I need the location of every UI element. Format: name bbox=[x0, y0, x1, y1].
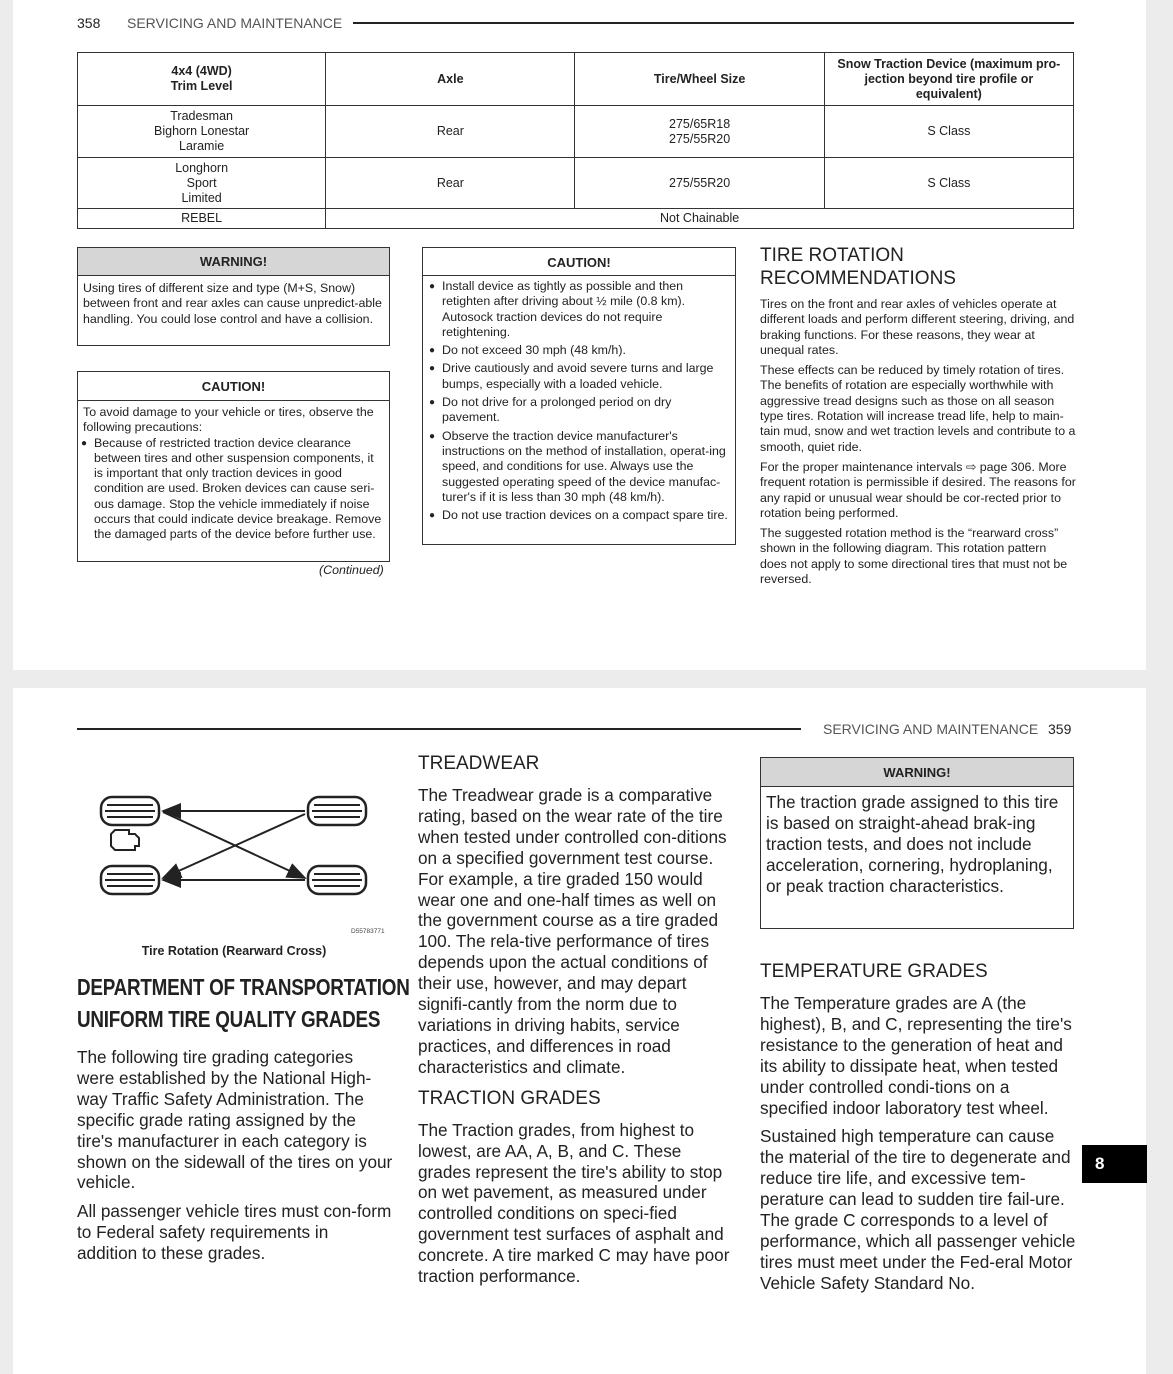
temperature-heading: TEMPERATURE GRADES bbox=[760, 961, 988, 982]
page-number: 358 bbox=[77, 15, 101, 31]
caution-item: ● Do not exceed 30 mph (48 km/h). bbox=[427, 343, 731, 358]
header-rule bbox=[77, 728, 801, 730]
dot-heading-line2: UNIFORM TIRE QUALITY GRADES bbox=[77, 1006, 381, 1032]
engine-icon bbox=[111, 830, 139, 850]
diagram-caption: Tire Rotation (Rearward Cross) bbox=[141, 944, 327, 958]
caution-intro: To avoid damage to your vehicle or tires, observe the following precautions: bbox=[83, 405, 374, 435]
paragraph: All passenger vehicle tires must con-form to Federal safety requirements in addition to these grades. bbox=[77, 1201, 392, 1264]
warning-text: Using tires of different size and type (M+S, Snow) between front and rear axles can cause unpredict-able handling. You could lose control and have a collision. bbox=[83, 281, 382, 326]
section-title: SERVICING AND MAINTENANCE bbox=[823, 721, 1039, 737]
diagram-code: D55783771 bbox=[351, 928, 385, 935]
caution-title: CAUTION! bbox=[78, 372, 389, 401]
warning-text: The traction grade assigned to this tire is based on straight-ahead brak-ing traction tests, and does not include acceleration, cornering, hydroplaning, or peak traction characteristics. bbox=[766, 792, 1059, 896]
tire-icon bbox=[101, 797, 159, 825]
caution-item: ● Because of restricted traction device clearance between tires and other suspension components, it is important that only traction devices in good condition are used. Broken devices can cause seri-ous damage. Stop the vehicle immediately if noise occurs that could indicate device breakage. Remove the damaged parts of the device before further use. bbox=[79, 436, 385, 543]
page-358 bbox=[13, 0, 1146, 670]
treadwear-text: The Treadwear grade is a comparative rating, based on the wear rate of the tire when tested under controlled con-ditions on a specified government test course. For example, a tire graded 150 would wear one and one-half times as well on the government course as a tire graded 100. The rela-tive performance of tires depends upon the actual conditions of their use, however, and may depart signifi-cantly from the norm due to variations in driving habits, service practices, and differences in road characteristics and climate. bbox=[418, 785, 727, 1077]
tire-icon bbox=[101, 866, 159, 894]
table-cell: Rear bbox=[326, 106, 575, 158]
tire-rotation-section bbox=[760, 244, 1076, 592]
table-cell: S Class bbox=[824, 106, 1073, 158]
paragraph: These effects can be reduced by timely rotation of tires. The benefits of rotation are especially worthwhile with aggressive tread designs such as those on all season type tires. Rotation will increase tread life, help to main-tain mud, snow and wet traction levels and contribute to a smooth, quiet ride. bbox=[760, 363, 1076, 454]
table-row bbox=[78, 106, 1074, 158]
table-cell: Rear bbox=[326, 158, 575, 209]
caution-box-traction bbox=[422, 247, 736, 545]
section-heading: TIRE ROTATION RECOMMENDATIONS bbox=[760, 245, 956, 289]
table-row bbox=[78, 158, 1074, 209]
warning-title: WARNING! bbox=[78, 248, 389, 276]
header-rule bbox=[353, 22, 1074, 24]
traction-heading: TRACTION GRADES bbox=[418, 1087, 601, 1109]
tire-icon bbox=[308, 797, 366, 825]
chapter-tab[interactable]: 8 bbox=[1082, 1145, 1147, 1183]
caution-box bbox=[77, 371, 390, 562]
rotation-arrows bbox=[163, 811, 305, 880]
traction-text: The Traction grades, from highest to lowest, are AA, A, B, and C. These grades represent the tire's ability to stop on wet pavement, as measured under controlled conditions on speci-fied government test surfaces of asphalt and concrete. A tire marked C may have poor traction performance. bbox=[418, 1119, 730, 1287]
treadwear-heading: TREADWEAR bbox=[418, 753, 540, 774]
warning-title: WARNING! bbox=[761, 758, 1073, 787]
table-cell: Longhorn Sport Limited bbox=[78, 158, 326, 209]
table-header: Axle bbox=[326, 53, 575, 106]
table-cell: REBEL bbox=[78, 209, 326, 229]
page-reference-arrow-icon: ⇨ bbox=[965, 459, 977, 474]
caution-item: ● Do not use traction devices on a compact spare tire. bbox=[427, 508, 731, 523]
table-header: 4x4 (4WD) Trim Level bbox=[78, 53, 326, 106]
section-title: SERVICING AND MAINTENANCE bbox=[127, 15, 343, 31]
table-row bbox=[78, 209, 1074, 229]
caution-item: ● Drive cautiously and avoid severe turns and large bumps, especially with a loaded vehicle. bbox=[427, 361, 731, 392]
tire-rotation-diagram bbox=[95, 792, 395, 902]
caution-item: ● Install device as tightly as possible and then retighten after driving about ½ mile (0.8 km). Autosock traction devices do not require retightening. bbox=[427, 279, 731, 340]
dot-section bbox=[77, 971, 410, 1264]
paragraph: The following tire grading categories were established by the National High-way Traffic Safety Administration. The specific grade rating assigned by the tire's manufacturer in each category is shown on the sidewall of the tires on your vehicle. bbox=[77, 1047, 393, 1193]
traction-device-table bbox=[77, 52, 1074, 229]
continued-label: (Continued) bbox=[319, 563, 384, 577]
paragraph: The suggested rotation method is the “rearward cross” shown in the following diagram. This rotation pattern does not apply to some directional tires that must not be reversed. bbox=[760, 526, 1068, 587]
warning-box bbox=[77, 247, 390, 346]
caution-item: ● Observe the traction device manufacturer's instructions on the method of installation, operat-ing speed, and conditions for use. Always use the suggested operating speed of the device manufac-turer's if it is less than 30 mph (48 km/h). bbox=[427, 429, 731, 505]
dot-heading-line1: DEPARTMENT OF TRANSPORTATION bbox=[77, 974, 410, 1000]
page-359 bbox=[13, 688, 1146, 1374]
table-header: Snow Traction Device (maximum pro- jection beyond tire profile or equivalent) bbox=[824, 53, 1073, 106]
table-cell: Not Chainable bbox=[326, 209, 1074, 229]
table-header-row bbox=[78, 53, 1074, 106]
paragraph: Tires on the front and rear axles of vehicles operate at different loads and perform different steering, driving, and braking functions. For these reasons, they wear at unequal rates. bbox=[760, 297, 1075, 357]
table-cell: 275/55R20 bbox=[575, 158, 824, 209]
caution-item: ● Do not drive for a prolonged period on dry pavement. bbox=[427, 395, 731, 426]
paragraph: Sustained high temperature can cause the material of the tire to degenerate and reduce tire life, and excessive tem-perature can lead to sudden tire fail-ure. The grade C corresponds to a level of performance, which all passenger vehicle tires must meet under the Fed-eral Motor Vehicle Safety Standard No. bbox=[760, 1126, 1076, 1293]
table-cell: S Class bbox=[824, 158, 1073, 209]
paragraph: The Temperature grades are A (the highest), B, and C, representing the tire's resistance to the generation of heat and its ability to dissipate heat, when tested under controlled condi-tions on a specified indoor laboratory test wheel. bbox=[760, 993, 1072, 1118]
table-header: Tire/Wheel Size bbox=[575, 53, 824, 106]
table-cell: Tradesman Bighorn Lonestar Laramie bbox=[78, 106, 326, 158]
tire-icon bbox=[308, 866, 366, 894]
caution-title: CAUTION! bbox=[423, 248, 735, 276]
warning-box bbox=[760, 757, 1074, 929]
table-cell: 275/65R18 275/55R20 bbox=[575, 106, 824, 158]
paragraph-intervals: For the proper maintenance intervals ⇨ page 306. More frequent rotation is permissible if desired. The reasons for any rapid or unusual wear should be cor-rected prior to rotation being performed. bbox=[760, 459, 1076, 520]
page-number: 359 bbox=[1048, 721, 1072, 737]
temperature-section bbox=[760, 961, 1076, 1294]
treadwear-traction-section bbox=[418, 753, 736, 1287]
